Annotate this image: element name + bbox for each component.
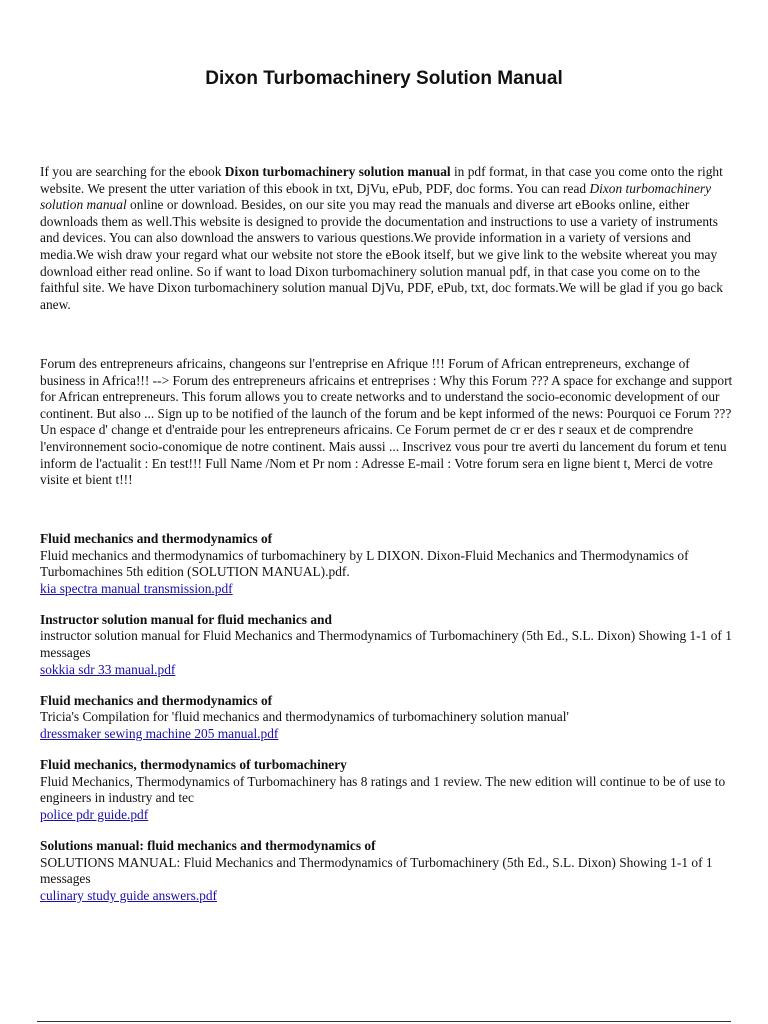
result-title: Fluid mechanics and thermodynamics of	[40, 531, 273, 546]
footer-divider	[37, 1021, 731, 1022]
intro-text: If you are searching for the ebook	[40, 164, 225, 179]
result-description: Fluid mechanics and thermodynamics of turbomachinery by L DIXON. Dixon-Fluid Mechanics and Thermodynamics of Turbomachines 5th edition (SOLUTION MANUAL).pdf.	[40, 547, 689, 580]
intro-bold: Dixon turbomachinery solution manual	[224, 164, 451, 179]
result-title: Fluid mechanics, thermodynamics of turbomachinery	[40, 757, 347, 773]
result-link[interactable]: culinary study guide answers.pdf	[40, 887, 218, 903]
result-title: Solutions manual: fluid mechanics and thermodynamics of	[40, 837, 376, 853]
result-description: Tricia's Compilation for 'fluid mechanics and thermodynamics of turbomachinery solution manual'	[40, 709, 569, 725]
intro-text: online or download. Besides, on our site you may read the manuals and diverse art eBooks online, either downloads them as well.This website is designed to provide the documentation and instructions to use a variety of instruments and devices. You can also download the answers to various questions.We provide information in a variety of versions and media.We wish draw your regard what our website not store the eBook itself, but we give link to the website whereat you may download either read online. So if want to load Dixon turbomachinery solution manual pdf, in that case you come on to the faithful site. We have Dixon turbomachinery solution manual DjVu, PDF, ePub, txt, doc formats.We will be glad if you go back anew.	[40, 197, 723, 312]
result-link[interactable]: kia spectra manual transmission.pdf	[40, 580, 233, 596]
forum-paragraph: Forum des entrepreneurs africains, changeons sur l'entreprise en Afrique !!! Forum of African entrepreneurs, exchange of business in Africa!!! --> Forum des entrepreneurs africains et entreprises : Why this Forum ??? A space for exchange and support for African entrepreneurs. This forum allows you to create networks and to understand the socio-economic development of our continent. But also ... Sign up to be notified of the launch of the forum and be kept informed of the news: Pourquoi ce Forum ??? Un espace d' change et d'entraide pour les entrepreneurs africains. Ce Forum permet de cr er des r seaux et de comprendre l'environnement socio-conomique de notre continent. Mais aussi ... Inscrivez vous pour tre averti du lancement du forum et tenu inform de l'actualit : En test!!! Full Name /Nom et Pr nom : Adresse E-mail : Votre forum sera en ligne bient t, Merci de votre visite et bient t!!!	[40, 356, 733, 488]
result-link[interactable]: police pdr guide.pdf	[40, 806, 149, 822]
result-description: SOLUTIONS MANUAL: Fluid Mechanics and Thermodynamics of Turbomachinery (5th Ed., S.L. Dixon) Showing 1-1 of 1 messages	[40, 854, 713, 887]
intro-italic: Dixon turbomachinery solution manual	[40, 180, 712, 213]
result-item	[40, 531, 734, 597]
result-item	[40, 612, 734, 678]
page-title: Dixon Turbomachinery Solution Manual	[205, 68, 563, 89]
results-list	[40, 531, 734, 919]
result-link[interactable]: dressmaker sewing machine 205 manual.pdf	[40, 725, 279, 741]
result-item	[40, 757, 734, 823]
result-title: Instructor solution manual for fluid mechanics and	[40, 611, 332, 627]
intro-paragraph	[40, 164, 734, 313]
result-item	[40, 693, 734, 743]
intro-text: in pdf format, in that case you come onto the right website. We present the utter variation of this ebook in txt, DjVu, ePub, PDF, doc forms. You can read	[40, 164, 723, 196]
result-title: Fluid mechanics and thermodynamics of	[40, 692, 273, 708]
result-description: Fluid Mechanics, Thermodynamics of Turbomachinery has 8 ratings and 1 review. The new edition will continue to be of use to engineers in industry and tec	[40, 773, 726, 806]
result-description: instructor solution manual for Fluid Mechanics and Thermodynamics of Turbomachinery (5th Ed., S.L. Dixon) Showing 1-1 of 1 messages	[40, 628, 732, 661]
result-link[interactable]: sokkia sdr 33 manual.pdf	[40, 661, 176, 677]
result-item	[40, 838, 734, 904]
